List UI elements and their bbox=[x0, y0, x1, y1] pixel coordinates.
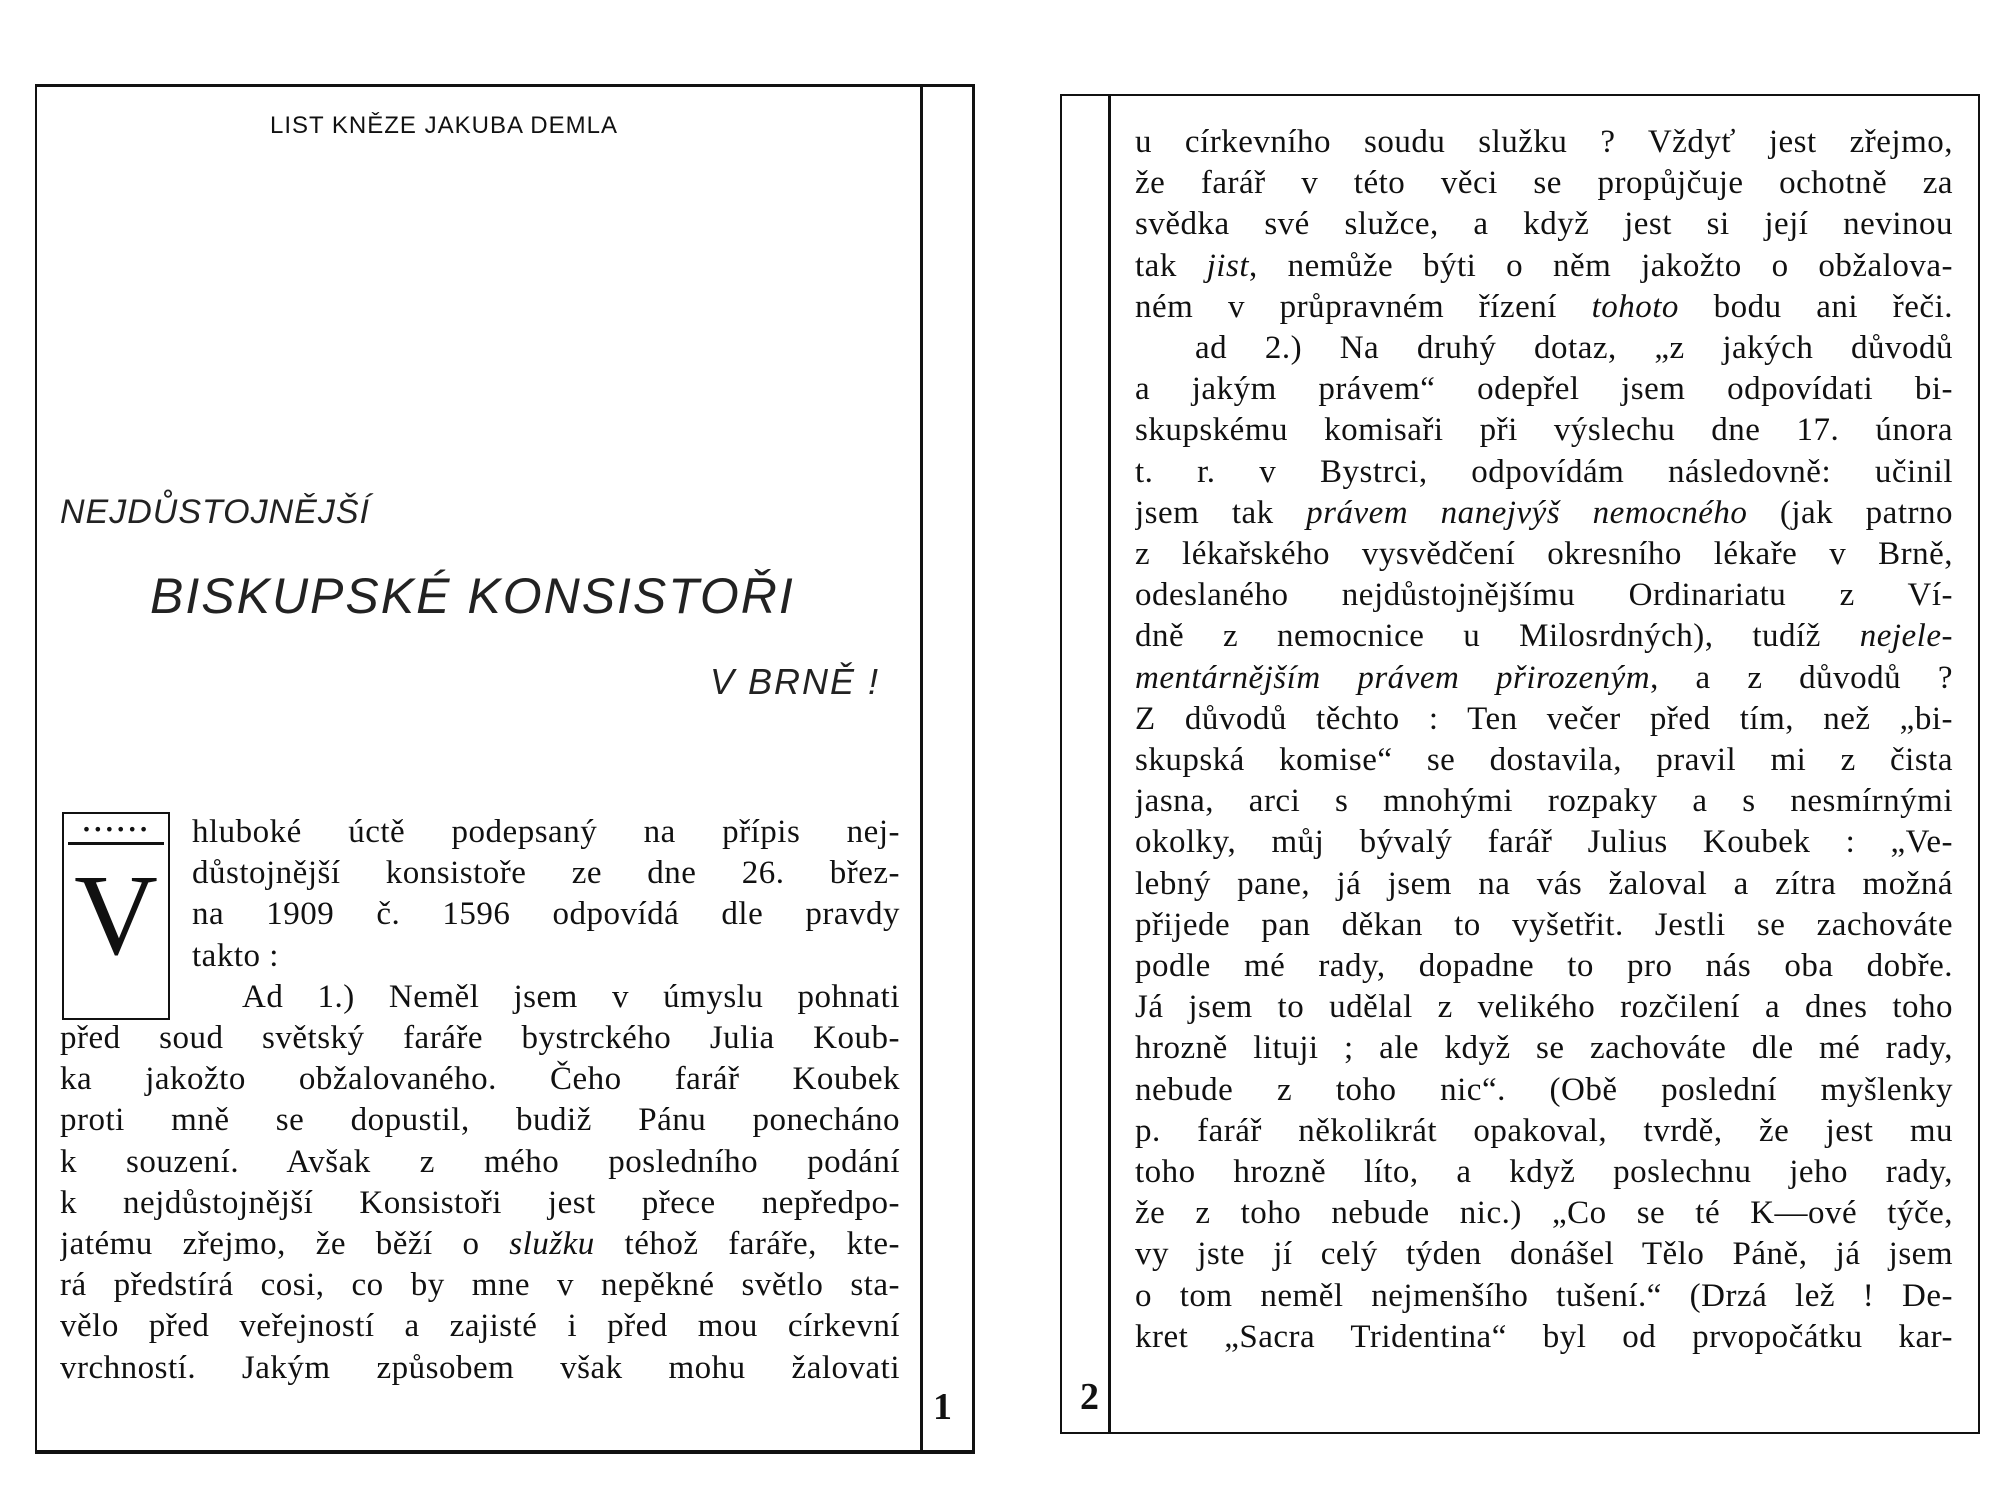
italic-run: nejele- bbox=[1859, 618, 1953, 655]
text-line: vělo před veřejností a zajisté i před mou církevní bbox=[60, 1308, 900, 1345]
text-line: přijede pan děkan to vyšetřit. Jestli se zachováte bbox=[1135, 906, 1953, 943]
left-page-right-rule bbox=[972, 86, 975, 1452]
page-number: 1 bbox=[933, 1386, 952, 1428]
text-line: o tom neměl nejmenšího tušení.“ (Drzá lež ! De- bbox=[1135, 1277, 1953, 1314]
text-line: na 1909 č. 1596 odpovídá dle pravdy bbox=[192, 896, 900, 933]
text-line: podle mé rady, dopadne to pro nás oba dobře. bbox=[1135, 948, 1953, 985]
text-line: vy jste jí celý týden donášel Tělo Páně, já jsem bbox=[1135, 1236, 1953, 1273]
text-line: ad 2.) Na druhý dotaz, „z jakých důvodů bbox=[1195, 330, 1953, 367]
address-line-3: V BRNĚ ! bbox=[710, 661, 881, 702]
text-run: téhož faráře, kte- bbox=[594, 1226, 900, 1263]
text-line: odeslaného nejdůstojnějšímu Ordinariatu z Ví- bbox=[1135, 577, 1953, 614]
text-line: skupskému komisaři při výslechu dne 17. února bbox=[1135, 412, 1953, 449]
text-line: u církevního soudu služku ? Vždyť jest zřejmo, bbox=[1135, 124, 1953, 160]
text-line: že z toho nebude nic.) „Co se té K—ové týče, bbox=[1135, 1195, 1953, 1232]
text-run: (jak patrno bbox=[1747, 494, 1953, 531]
text-line: vrchností. Jakým způsobem však mohu žalovati bbox=[60, 1349, 900, 1386]
italic-run: tohoto bbox=[1591, 288, 1679, 325]
text-line bbox=[1135, 658, 1953, 699]
address-line-2: BISKUPSKÉ KONSISTOŘI bbox=[150, 568, 795, 624]
text-run: , nemůže býti o něm jakožto o obžalova- bbox=[1249, 247, 1953, 284]
text-line: nebude z toho nic“. (Obě poslední myšlenky bbox=[1135, 1071, 1953, 1108]
text-line: Ad 1.) Neměl jsem v úmyslu pohnati bbox=[242, 978, 900, 1015]
text-line bbox=[1135, 287, 1953, 328]
text-run: dně z nemocnice u Milosrdných), tudíž bbox=[1135, 618, 1860, 655]
italic-run: mentárnějším právem přirozeným bbox=[1135, 659, 1651, 696]
text-run: bodu ani řeči. bbox=[1678, 288, 1953, 325]
text-line: skupská komise“ se dostavila, pravil mi z čista bbox=[1135, 742, 1953, 779]
text-line: hluboké úctě podepsaný na přípis nej- bbox=[192, 814, 900, 850]
text-line: lebný pane, já jsem na vás žaloval a zítra možná bbox=[1135, 865, 1953, 902]
text-line: p. farář několikrát opakoval, tvrdě, že jest mu bbox=[1135, 1112, 1953, 1149]
text-line: t. r. v Bystrci, odpovídám následovně: učinil bbox=[1135, 453, 1953, 490]
text-line bbox=[1135, 246, 1953, 287]
text-run: tak bbox=[1135, 247, 1207, 284]
text-line bbox=[60, 1224, 900, 1265]
text-line: jasna, arci s mnohými rozpaky a s nesmírnými bbox=[1135, 783, 1953, 820]
text-line: z lékařského vysvědčení okresního lékaře v Brně, bbox=[1135, 536, 1953, 573]
text-line: před soud světský faráře bystrckého Julia Koub- bbox=[60, 1020, 900, 1057]
text-line bbox=[1135, 493, 1953, 534]
right-page-margin-rule bbox=[1108, 96, 1111, 1432]
text-line: k souzení. Avšak z mého posledního podání bbox=[60, 1143, 900, 1180]
italic-run: jist bbox=[1206, 247, 1249, 284]
drop-cap-ornament: •••••• bbox=[68, 818, 164, 845]
text-line: toho hrozně líto, a když poslechnu jeho rady, bbox=[1135, 1154, 1953, 1191]
page-number: 2 bbox=[1080, 1376, 1099, 1418]
text-line: důstojnější konsistoře ze dne 26. břez- bbox=[192, 855, 900, 892]
left-page-margin-rule bbox=[920, 86, 923, 1452]
text-line: Já jsem to udělal z velikého rozčilení a dnes toho bbox=[1135, 989, 1953, 1026]
text-line bbox=[1135, 616, 1953, 657]
left-page-top-rule bbox=[35, 84, 975, 87]
text-line: že farář v této věci se propůjčuje ochotně za bbox=[1135, 165, 1953, 202]
text-line: hrozně lituji ; ale když se zachováte dle mé rady, bbox=[1135, 1030, 1953, 1067]
text-run: , a z důvodů ? bbox=[1650, 659, 1953, 696]
running-head: LIST KNĚZE JAKUBA DEMLA bbox=[270, 112, 618, 139]
text-run: ném v průpravném řízení bbox=[1135, 288, 1592, 325]
text-line: k nejdůstojnější Konsistoři jest přece nepředpo- bbox=[60, 1184, 900, 1221]
left-body-text bbox=[60, 812, 900, 1389]
text-line: ka jakožto obžalovaného. Čeho farář Koubek bbox=[60, 1061, 900, 1098]
text-line: rá předstírá cosi, co by mne v nepěkné světlo sta- bbox=[60, 1267, 900, 1304]
right-body-text bbox=[1135, 122, 1953, 1358]
text-line: svědka své služce, a když jest si její nevinou bbox=[1135, 206, 1953, 243]
text-line: takto : bbox=[192, 937, 279, 974]
text-line: proti mně se dopustil, budiž Pánu ponecháno bbox=[60, 1102, 900, 1139]
left-page-bottom-rule bbox=[35, 1450, 975, 1453]
drop-cap-letter: V bbox=[74, 852, 158, 980]
italic-run: služku bbox=[509, 1226, 595, 1263]
text-line: kret „Sacra Tridentina“ byl od prvopočátku kar- bbox=[1135, 1318, 1953, 1355]
text-line: okolky, můj bývalý farář Julius Koubek : „Ve- bbox=[1135, 824, 1953, 861]
text-line: a jakým právem“ odepřel jsem odpovídati bi- bbox=[1135, 371, 1953, 408]
text-run: jatému zřejmo, že běží o bbox=[60, 1226, 510, 1263]
text-line: Z důvodů těchto : Ten večer před tím, než „bi- bbox=[1135, 700, 1953, 737]
text-run: jsem tak bbox=[1135, 494, 1307, 531]
italic-run: právem nanejvýš nemocného bbox=[1306, 494, 1748, 531]
address-line-1: NEJDŮSTOJNĚJŠÍ bbox=[60, 493, 370, 531]
